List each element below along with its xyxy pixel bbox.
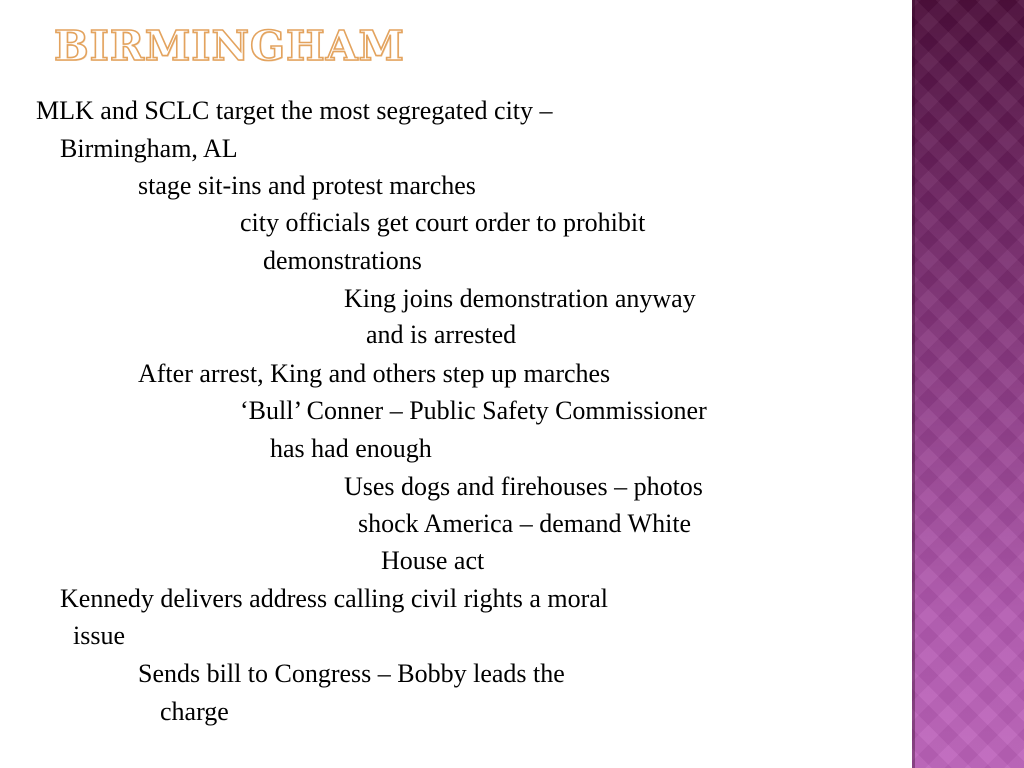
sidebar-edge: [912, 0, 915, 768]
bullet-line: After arrest, King and others step up marches: [138, 359, 611, 388]
bullet-line: House act: [381, 546, 485, 575]
bullet-line: ‘Bull’ Conner – Public Safety Commissioner: [240, 396, 707, 425]
bullet-line: demonstrations: [263, 246, 422, 275]
bullet-line: MLK and SCLC target the most segregated city –: [36, 96, 553, 125]
bullet-line: has had enough: [270, 434, 432, 463]
bullet-line: issue: [73, 621, 125, 650]
bullet-line: shock America – demand White: [358, 509, 692, 538]
decorative-sidebar: [912, 0, 1024, 768]
bullet-line: and is arrested: [366, 320, 517, 349]
bullet-line: Kennedy delivers address calling civil rights a moral: [60, 584, 609, 613]
bullet-line: Sends bill to Congress – Bobby leads the: [138, 659, 565, 688]
bullet-line: stage sit-ins and protest marches: [138, 171, 476, 200]
bullet-line: Birmingham, AL: [60, 134, 238, 163]
slide-title: BIRMINGHAM: [54, 22, 405, 70]
bullet-line: King joins demonstration anyway: [344, 284, 696, 313]
bullet-line: charge: [160, 697, 229, 726]
bullet-line: city officials get court order to prohibit: [240, 208, 646, 237]
bullet-line: Uses dogs and firehouses – photos: [344, 472, 703, 501]
